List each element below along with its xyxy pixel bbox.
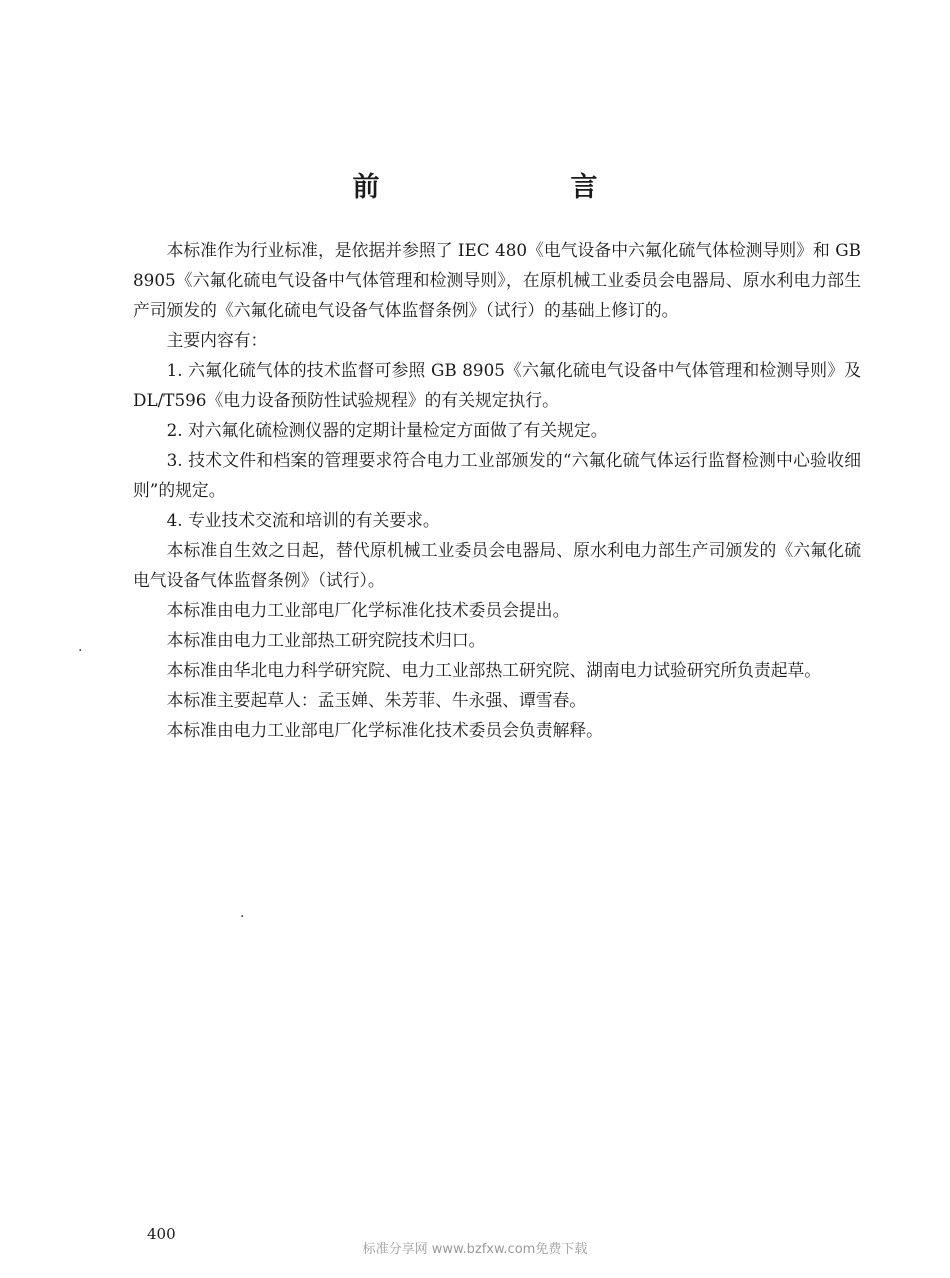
paragraph-item-2: 2. 对六氟化硫检测仪器的定期计量检定方面做了有关规定。 — [166, 420, 608, 440]
paragraph-main-contents: 主要内容有： — [166, 330, 268, 350]
paragraph-replacement: 本标准自生效之日起，替代原机械工业委员会电器局、原水利电力部生产司颁发的《六氟化硫电气设备气体监督条例》（试行）。 — [133, 540, 861, 590]
paragraph-drafters: 本标准主要起草人：孟玉婵、朱芳菲、牛永强、谭雪春。 — [166, 690, 587, 710]
paragraph-intro: 本标准作为行业标准，是依据并参照了 IEC 480《电气设备中六氟化硫气体检测导则》和 GB 8905《六氟化硫电气设备中气体管理和检测导则》，在原机械工业委员会电器局、原水利电力部生产司颁发的《六氟化硫电气设备气体监督条例》（试行）的基础上修订的。 — [133, 240, 861, 320]
stray-dot-mark: . — [78, 639, 83, 655]
foreword-body — [133, 235, 861, 745]
paragraph-drafted-by: 本标准由华北电力科学研究院、电力工业部热工研究院、湖南电力试验研究所负责起草。 — [166, 660, 822, 680]
paragraph-item-4: 4. 专业技术交流和培训的有关要求。 — [166, 510, 440, 530]
paragraph-item-1: 1. 六氟化硫气体的技术监督可参照 GB 8905《六氟化硫电气设备中气体管理和检测导则》及 DL/T596《电力设备预防性试验规程》的有关规定执行。 — [133, 360, 861, 410]
stray-dot-mark: . — [240, 905, 245, 921]
paragraph-interpretation: 本标准由电力工业部电厂化学标准化技术委员会负责解释。 — [166, 720, 603, 740]
paragraph-item-3: 3. 技术文件和档案的管理要求符合电力工业部颁发的“六氟化硫气体运行监督检测中心验收细则”的规定。 — [133, 450, 861, 500]
paragraph-centralized-by: 本标准由电力工业部热工研究院技术归口。 — [166, 630, 486, 650]
page-number: 400 — [147, 1225, 176, 1243]
page-title: 前 言 — [352, 172, 680, 203]
paragraph-proposed-by: 本标准由电力工业部电厂化学标准化技术委员会提出。 — [166, 600, 570, 620]
watermark: 标准分享网 www.bzfxw.com免费下载 — [362, 1242, 588, 1257]
